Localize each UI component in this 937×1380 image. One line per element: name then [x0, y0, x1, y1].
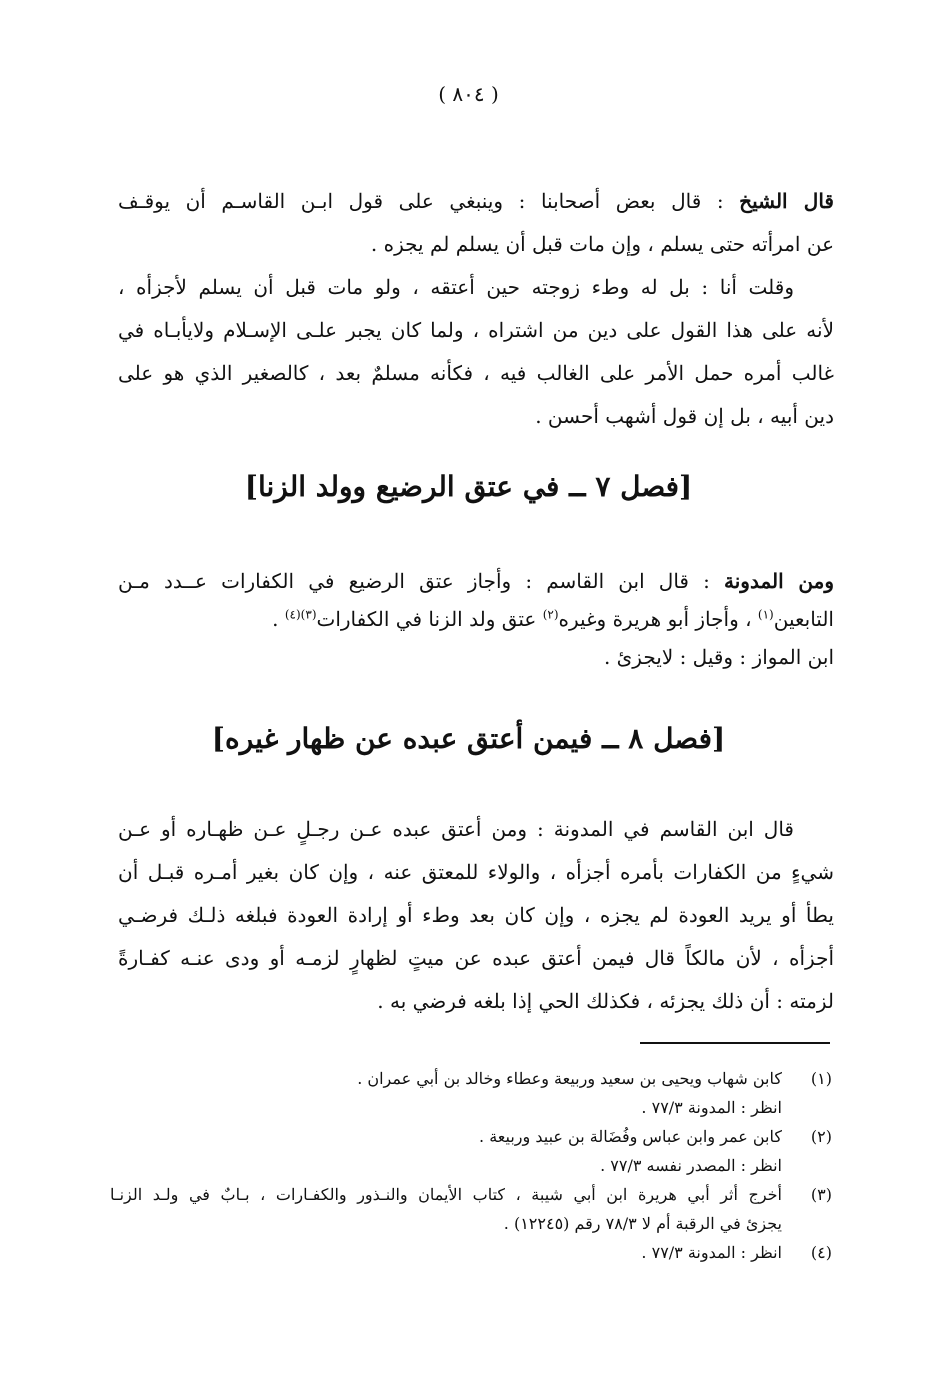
section-heading-8: [فصل ٨ ــ فيمن أعتق عبده عن ظهار غيره] — [211, 722, 726, 755]
paragraph-line: غالب أمره حمل الأمر على الغالب فيه ، فكأنه مسلمٌ بعد ، كالصغير الذي هو على — [118, 361, 835, 385]
lead-term: قال الشيخ — [739, 189, 834, 213]
footnotes — [110, 1064, 832, 1267]
footnote — [110, 1238, 832, 1267]
lead-term: ومن المدونة — [724, 569, 835, 593]
paragraph-line: قال الشيخ : قال بعض أصحابنا : وينبغي على قول ابـن القاسـم أن يوقـف — [118, 189, 834, 213]
footnote-number: (٤) — [810, 1243, 832, 1262]
paragraph-mudawwana — [118, 562, 834, 676]
page-number: ( ٨٠٤ ) — [438, 82, 499, 106]
footnote-ref[interactable]: (١) — [757, 607, 774, 622]
footnote-line: انظر : المدونة ٧٧/٣ . — [641, 1243, 782, 1262]
footnote-separator — [640, 1042, 830, 1044]
footnote — [110, 1064, 832, 1122]
paragraph-line: شيءٍ من الكفارات بأمره أجزأه ، والولاء للمعتق عنه ، وإن كان بغير أمـره قبـل أن — [118, 860, 834, 884]
paragraph-line: يطأ أو يريد العودة لم يجزه ، وإن كان بعد وطء أو إرادة العودة فبلغه ذلـك فرضـي — [118, 903, 834, 927]
footnote-line: كابن عمر وابن عباس وفُضَالة بن عبيد وربيعة . — [479, 1127, 782, 1146]
paragraph-line: دين أبيه ، بل إن قول أشهب أحسن . — [535, 404, 834, 428]
footnote-line: أخرج أثر أبي هريرة ابن أبي شيبة ، كتاب الأيمان والنـذور والكفـارات ، بـابٌ في ولـد الزنـا — [110, 1185, 782, 1204]
paragraph-zihar — [118, 808, 834, 1023]
footnote-number: (١) — [810, 1069, 832, 1088]
paragraph-line: عن امرأته حتى يسلم ، وإن مات قبل أن يسلم لم يجزه . — [370, 232, 834, 256]
paragraph-sheikh-opinion — [118, 180, 834, 266]
paragraph-author-opinion — [118, 266, 834, 438]
paragraph-line: أجزأه ، لأن مالكاً قال فيمن أعتق عبده عن ميتٍ لظهارٍ لزمـه أو ودى عنـه كفـارةً — [118, 946, 834, 970]
section-heading-7: [فصل ٧ ــ في عتق الرضيع وولد الزنا] — [244, 470, 693, 503]
footnote-line: انظر : المصدر نفسه ٧٧/٣ . — [600, 1156, 782, 1175]
paragraph-line: لزمته : أن ذلك يجزئه ، فكذلك الحي إذا بلغه فرضي به . — [377, 989, 834, 1013]
footnote-ref[interactable]: (٣)(٤) — [284, 607, 317, 622]
paragraph-line: لأنه على هذا القول على دين من اشتراه ، ولما كان يجبر علـى الإسـلام ولايأبـاه في — [118, 318, 834, 342]
footnote-line: يجزئ في الرقبة أم لا ٧٨/٣ رقم (١٢٢٤٥) . — [503, 1214, 782, 1233]
footnote — [110, 1180, 832, 1238]
footnote-number: (٢) — [810, 1127, 832, 1146]
footnote-line: كابن شهاب ويحيى بن سعيد وربيعة وعطاء وخالد بن أبي عمران . — [357, 1069, 782, 1088]
paragraph-line: وقلت أنا : بل له وطء زوجته حين أعتقه ، ولو مات قبل أن يسلم لأجزأه ، — [118, 275, 794, 299]
footnote-ref[interactable]: (٢) — [542, 607, 559, 622]
paragraph-line: قال ابن القاسم في المدونة : ومن أعتق عبده عـن رجـلٍ عـن ظهـاره أو عـن — [118, 817, 794, 841]
paragraph-line: ابن المواز : وقيل : لايجزئ . — [603, 645, 834, 669]
footnote-line: انظر : المدونة ٧٧/٣ . — [641, 1098, 782, 1117]
paragraph-line: ومن المدونة : قال ابن القاسم : وأجاز عتق الرضيع في الكفارات عــدد مـن — [118, 569, 835, 593]
footnote — [110, 1122, 832, 1180]
paragraph-line: التابعين$^{(١)}$ ، وأجاز أبو هريرة وغيره$^{(٢)}$ عتق ولد الزنا في الكفارات$^{(٣)(٤)}$ . — [272, 607, 834, 631]
footnote-number: (٣) — [810, 1185, 832, 1204]
